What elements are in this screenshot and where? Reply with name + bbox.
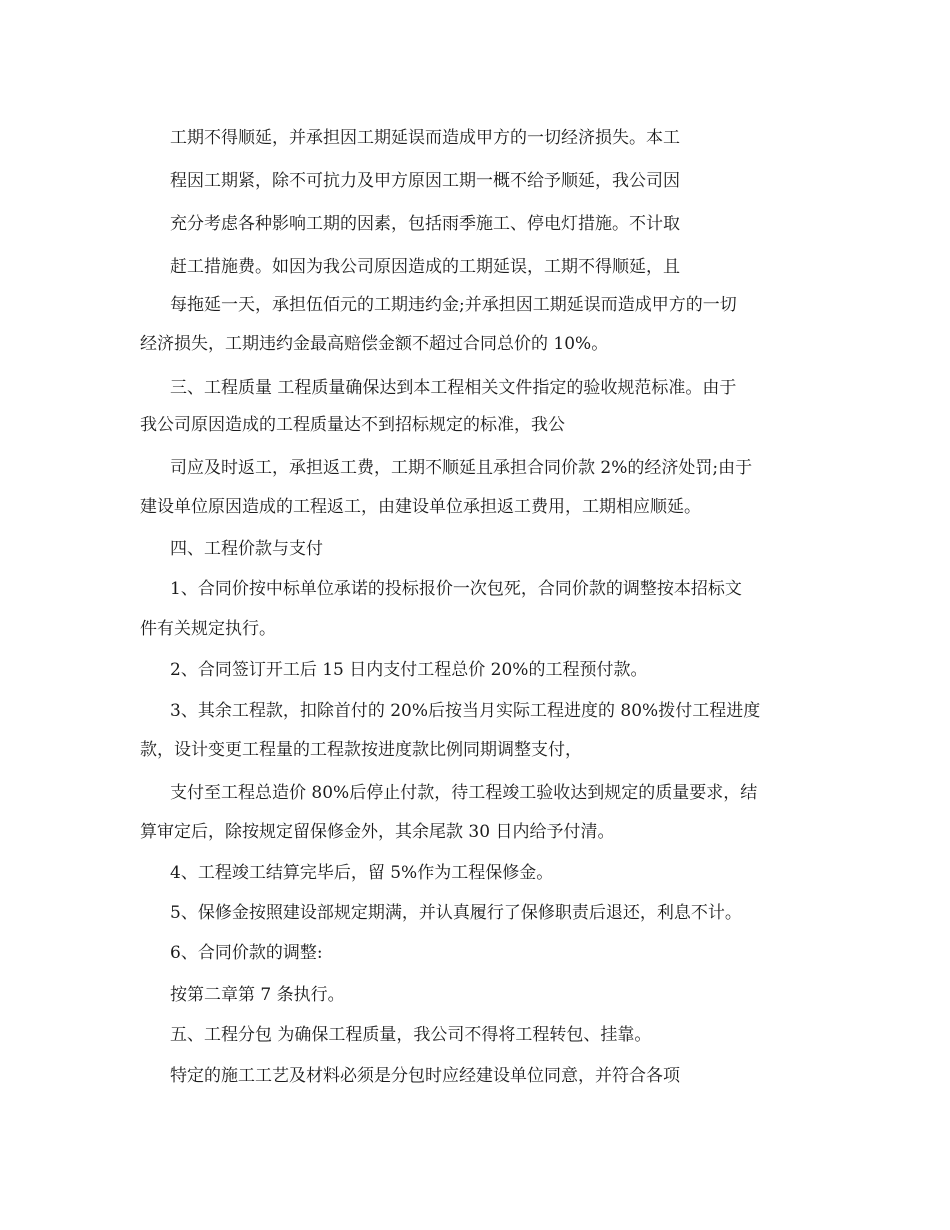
text-line-12: 1、合同价按中标单位承诺的投标报价一次包死，合同价款的调整按本招标文 — [170, 579, 742, 599]
text-line-19: 4、工程竣工结算完毕后，留 5%作为工程保修金。 — [170, 863, 554, 883]
text-line-5: 每拖延一天，承担伍佰元的工期违约金;并承担因工期延误而造成甲方的一切 — [170, 295, 737, 315]
text-line-24: 特定的施工工艺及材料必须是分包时应经建设单位同意，并符合各项 — [170, 1066, 680, 1086]
text-line-8: 我公司原因造成的工程质量达不到招标规定的标准，我公 — [140, 415, 565, 435]
section-heading-payment: 四、工程价款与支付 — [170, 539, 323, 559]
section-heading-subcontract: 五、工程分包 为确保工程质量，我公司不得将工程转包、挂靠。 — [170, 1025, 652, 1045]
section-heading-quality: 三、工程质量 工程质量确保达到本工程相关文件指定的验收规范标准。由于 — [170, 378, 737, 398]
text-line-16: 款，设计变更工程量的工程款按进度款比例同期调整支付， — [140, 740, 582, 760]
text-line-20: 5、保修金按照建设部规定期满，并认真履行了保修职责后退还，利息不计。 — [170, 903, 742, 923]
text-line-14: 2、合同签订开工后 15 日内支付工程总价 20%的工程预付款。 — [170, 660, 648, 680]
text-line-10: 建设单位原因造成的工程返工，由建设单位承担返工费用，工期相应顺延。 — [140, 497, 701, 517]
text-line-9: 司应及时返工，承担返工费，工期不顺延且承担合同价款 2%的经济处罚;由于 — [170, 458, 753, 478]
text-line-6: 经济损失，工期违约金最高赔偿金额不超过合同总价的 10%。 — [140, 334, 609, 354]
text-line-1: 工期不得顺延，并承担因工期延误而造成甲方的一切经济损失。本工 — [170, 128, 680, 148]
text-line-15: 3、其余工程款，扣除首付的 20%后按当月实际工程进度的 80%拨付工程进度 — [170, 701, 761, 721]
text-line-3: 充分考虑各种影响工期的因素，包括雨季施工、停电灯措施。不计取 — [170, 214, 680, 234]
text-line-13: 件有关规定执行。 — [140, 619, 276, 639]
text-line-17: 支付至工程总造价 80%后停止付款，待工程竣工验收达到规定的质量要求，结 — [170, 783, 758, 803]
text-line-21: 6、合同价款的调整: — [170, 943, 323, 963]
text-line-2: 程因工期紧，除不可抗力及甲方原因工期一概不给予顺延，我公司因 — [170, 171, 680, 191]
text-line-4: 赶工措施费。如因为我公司原因造成的工期延误，工期不得顺延，且 — [170, 257, 680, 277]
text-line-22: 按第二章第 7 条执行。 — [170, 985, 345, 1005]
text-line-18: 算审定后，除按规定留保修金外，其余尾款 30 日内给予付清。 — [140, 822, 615, 842]
